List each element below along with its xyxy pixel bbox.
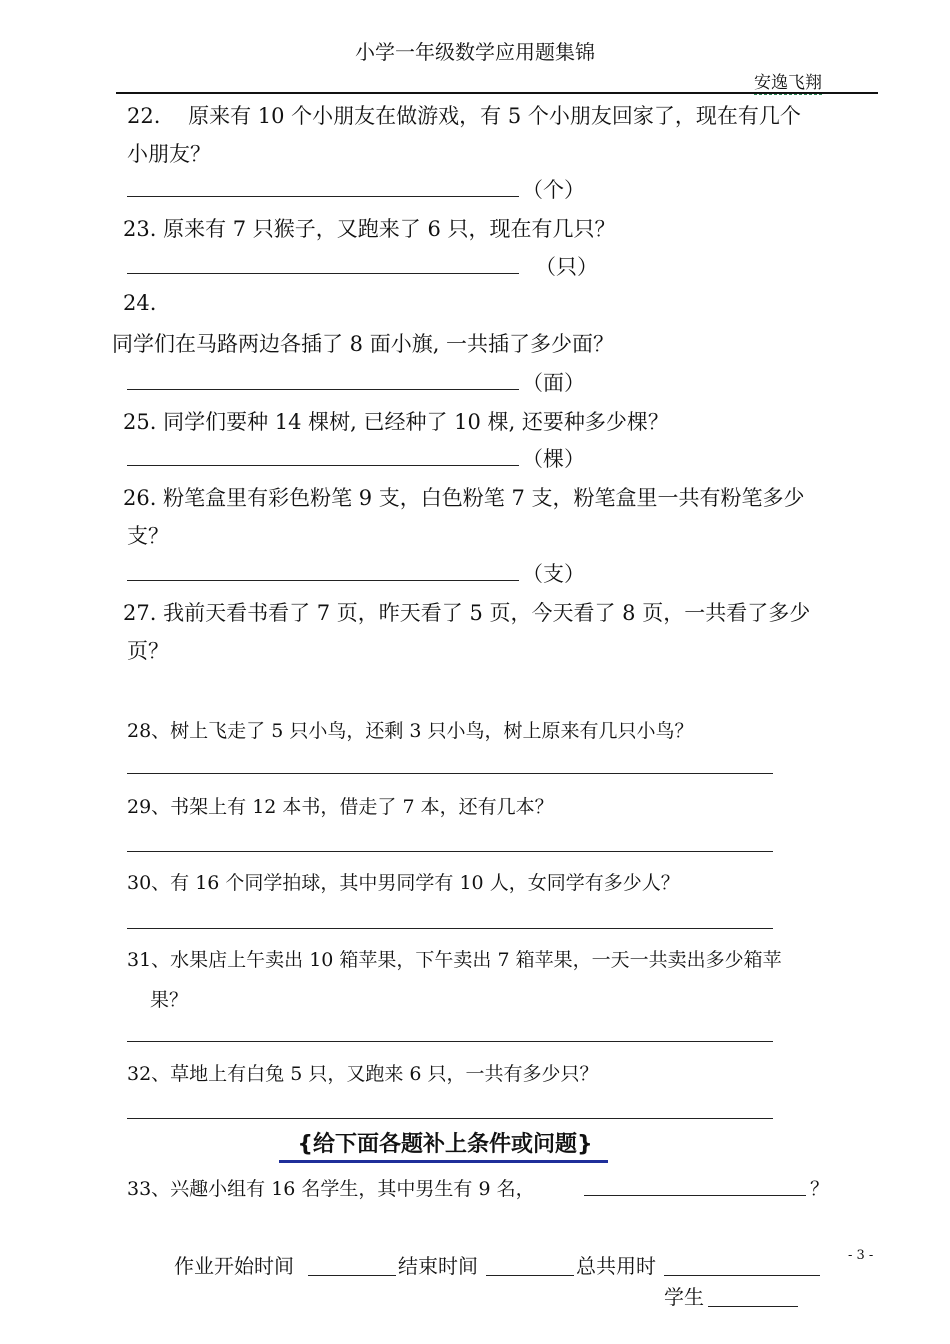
footer-student-label: 学生 — [664, 1285, 704, 1309]
question-28: 28、树上飞走了 5 只小鸟，还剩 3 只小鸟，树上原来有几只小鸟？ — [127, 720, 694, 742]
footer-start-label: 作业开始时间 — [174, 1254, 294, 1278]
question-27-line2: 页？ — [127, 639, 169, 663]
unit-25: （棵） — [522, 447, 585, 471]
question-32: 32、草地上有白兔 5 只，又跑来 6 只，一共有多少只？ — [127, 1063, 599, 1085]
question-25: 25. 同学们要种 14 棵树, 已经种了 10 棵, 还要种多少棵？ — [123, 410, 669, 434]
footer-student-blank[interactable] — [708, 1306, 798, 1307]
footer-end-label: 结束时间 — [398, 1254, 478, 1278]
section-heading: {给下面各题补上条件或问题} — [297, 1132, 593, 1157]
answer-line-24[interactable] — [127, 389, 519, 390]
question-24: 同学们在马路两边各插了 8 面小旗, 一共插了多少面？ — [112, 332, 615, 356]
question-29: 29、书架上有 12 本书，借走了 7 本，还有几本？ — [127, 796, 554, 818]
answer-line-32[interactable] — [127, 1118, 773, 1119]
question-31-line1: 31、水果店上午卖出 10 箱苹果，下午卖出 7 箱苹果，一天一共卖出多少箱苹 — [127, 949, 782, 971]
footer-end-blank[interactable] — [486, 1275, 574, 1276]
author-name: 安逸飞翔 — [754, 68, 822, 95]
answer-line-31[interactable] — [127, 1041, 773, 1042]
answer-line-28[interactable] — [127, 773, 773, 774]
question-22-line2: 小朋友？ — [127, 142, 211, 166]
question-33: 33、兴趣小组有 16 名学生，其中男生有 9 名， — [127, 1178, 535, 1200]
answer-line-22[interactable] — [127, 196, 519, 197]
question-24-number: 24. — [123, 291, 157, 315]
unit-22: （个） — [522, 178, 585, 202]
document-title: 小学一年级数学应用题集锦 — [355, 40, 595, 64]
answer-line-29[interactable] — [127, 851, 773, 852]
answer-line-26[interactable] — [127, 580, 519, 581]
page-number: - 3 - — [848, 1248, 874, 1263]
question-31-line2: 果？ — [150, 989, 189, 1011]
answer-line-33[interactable] — [584, 1195, 806, 1196]
question-22-line1: 22. 原来有 10 个小朋友在做游戏，有 5 个小朋友回家了，现在有几个 — [127, 104, 801, 128]
footer-start-blank[interactable] — [308, 1275, 396, 1276]
question-33-end: ？ — [810, 1178, 830, 1200]
footer-total-blank[interactable] — [664, 1275, 820, 1276]
unit-24: （面） — [522, 371, 585, 395]
question-26-line1: 26. 粉笔盒里有彩色粉笔 9 支，白色粉笔 7 支，粉笔盒里一共有粉笔多少 — [123, 486, 805, 510]
question-23: 23. 原来有 7 只猴子，又跑来了 6 只，现在有几只？ — [123, 217, 616, 241]
header-rule — [116, 92, 878, 94]
footer-total-label: 总共用时 — [576, 1254, 656, 1278]
section-heading-underline — [279, 1160, 608, 1163]
question-27-line1: 27. 我前天看书看了 7 页，昨天看了 5 页，今天看了 8 页，一共看了多少 — [123, 601, 811, 625]
question-30: 30、有 16 个同学拍球，其中男同学有 10 人，女同学有多少人？ — [127, 872, 680, 894]
answer-line-25[interactable] — [127, 465, 519, 466]
unit-26: （支） — [522, 562, 585, 586]
answer-line-30[interactable] — [127, 928, 773, 929]
question-26-line2: 支？ — [127, 524, 169, 548]
answer-line-23[interactable] — [127, 273, 519, 274]
unit-23: （只） — [535, 255, 598, 279]
